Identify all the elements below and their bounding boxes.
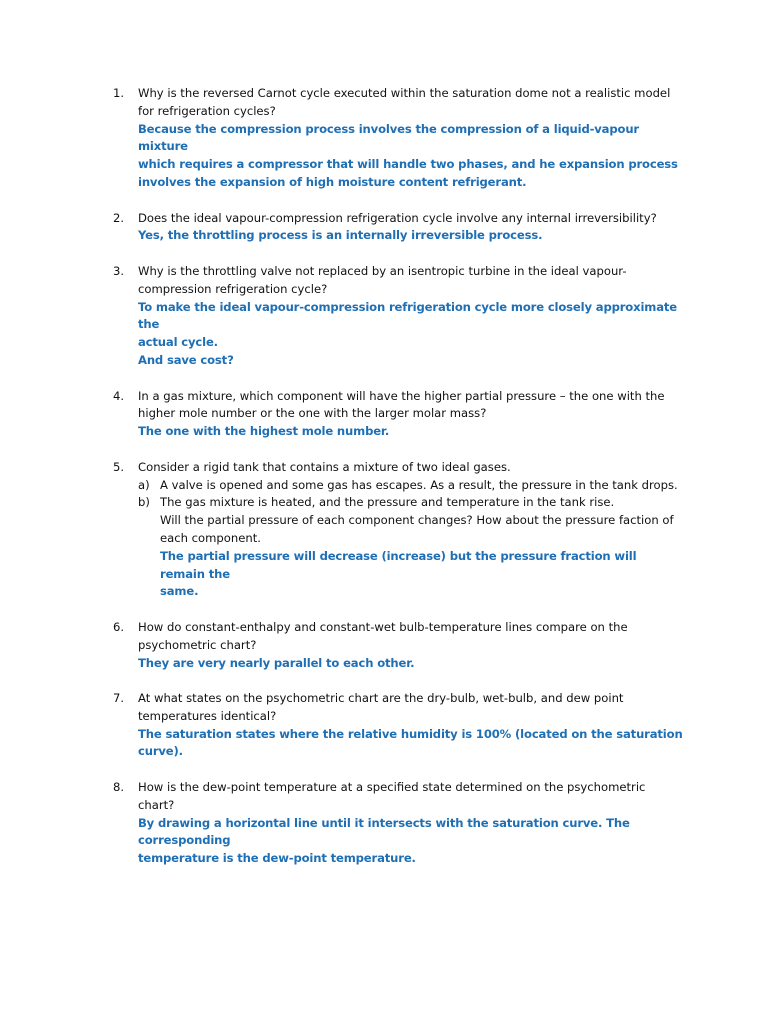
answer-text: And save cost?: [138, 352, 234, 367]
answer-text: By drawing a horizontal line until it intersects with the saturation curve. The corresponding: [138, 815, 630, 848]
answer-text: which requires a compressor that will handle two phases, and he expansion process: [138, 157, 678, 172]
question-text: compression refrigeration cycle?: [138, 281, 328, 296]
question-item: [113, 210, 683, 246]
answer-text: The saturation states where the relative humidity is 100% (located on the saturation: [138, 726, 683, 741]
answer-text: They are very nearly parallel to each other.: [138, 655, 415, 670]
question-item: [113, 263, 683, 370]
sub-question-text: each component.: [160, 530, 261, 545]
sub-question: [138, 494, 683, 601]
question-item: [113, 690, 683, 761]
question-text: chart?: [138, 797, 175, 812]
question-number: 4.: [113, 388, 125, 403]
question-number: 8.: [113, 780, 125, 795]
sub-question-label: b): [138, 495, 150, 510]
question-text: Why is the reversed Carnot cycle executed within the saturation dome not a realistic model: [138, 86, 671, 100]
question-item: [113, 85, 683, 192]
question-text: Why is the throttling valve not replaced by an isentropic turbine in the ideal vapour-: [138, 263, 627, 278]
answer-text: Yes, the throttling process is an internally irreversible process.: [138, 228, 543, 243]
answer-text: Because the compression process involves the compression of a liquid-vapour mixture: [138, 121, 639, 154]
answer-text: involves the expansion of high moisture content refrigerant.: [138, 174, 527, 189]
sub-question-text: The gas mixture is heated, and the pressure and temperature in the tank rise.: [160, 495, 615, 510]
answer-text: temperature is the dew-point temperature.: [138, 851, 416, 866]
question-number: 6.: [113, 619, 125, 634]
sub-question: [138, 477, 683, 495]
question-text: At what states on the psychometric chart are the dry-bulb, wet-bulb, and dew point: [138, 691, 624, 706]
question-item: [113, 619, 683, 672]
question-text: Consider a rigid tank that contains a mixture of two ideal gases.: [138, 459, 511, 474]
answer-text: same.: [160, 584, 199, 599]
question-text: psychometric chart?: [138, 637, 257, 652]
question-number: 3.: [113, 263, 125, 278]
answer-text: actual cycle.: [138, 335, 218, 350]
sub-question-text: A valve is opened and some gas has escapes. As a result, the pressure in the tank drops.: [160, 477, 678, 492]
question-text: higher mole number or the one with the larger molar mass?: [138, 406, 487, 421]
question-text: How is the dew-point temperature at a specified state determined on the psychometric: [138, 780, 646, 795]
question-item: [113, 779, 683, 868]
question-text: temperatures identical?: [138, 708, 277, 723]
answer-text: curve).: [138, 744, 183, 759]
question-text: In a gas mixture, which component will have the higher partial pressure – the one with the: [138, 388, 665, 403]
question-number: 7.: [113, 691, 125, 706]
question-number: 5.: [113, 459, 125, 474]
question-text: for refrigeration cycles?: [138, 103, 276, 118]
question-number: 1.: [113, 86, 125, 100]
sub-question-label: a): [138, 477, 150, 492]
question-list: [113, 85, 683, 886]
question-item: [113, 388, 683, 441]
answer-text: To make the ideal vapour-compression refrigeration cycle more closely approximate the: [138, 299, 677, 332]
question-text: How do constant-enthalpy and constant-wet bulb-temperature lines compare on the: [138, 619, 628, 634]
answer-text: The partial pressure will decrease (increase) but the pressure fraction will remain the: [160, 548, 637, 581]
sub-question-text: Will the partial pressure of each component changes? How about the pressure faction of: [160, 513, 674, 528]
answer-text: The one with the highest mole number.: [138, 424, 390, 439]
question-item: [113, 459, 683, 601]
question-text: Does the ideal vapour-compression refrigeration cycle involve any internal irreversibility?: [138, 210, 657, 225]
question-number: 2.: [113, 210, 125, 225]
